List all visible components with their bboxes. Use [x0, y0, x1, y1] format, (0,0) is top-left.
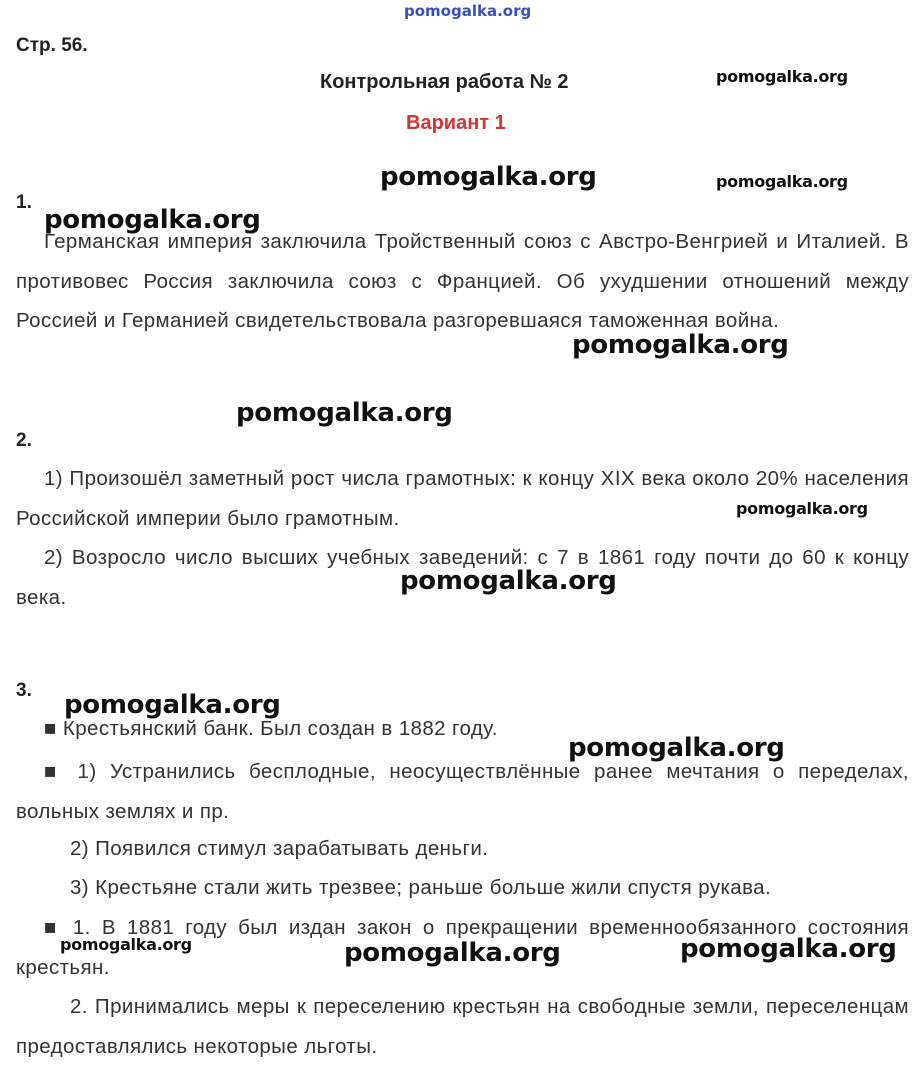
question-3-label: 3. — [16, 680, 32, 701]
watermark: pomogalka.org — [44, 205, 261, 235]
question-1-answer: Германская империя заключила Тройственный союз с Австро-Венгрией и Италией. В противовес Россия заключила союз с Францией. Об ухудшении отношений между Россией и Германией свидетельствовала разгоревшаяся таможенная война. — [16, 230, 909, 332]
watermark: pomogalka.org — [736, 499, 868, 518]
question-3-bullet-3: ■ 1. В 1881 году был издан закон о прекращении временнообязанного состояния крестьян. — [16, 916, 909, 979]
page-title: Контрольная работа № 2 — [320, 71, 569, 93]
question-3-bullet-2: ■ 1) Устранились бесплодные, неосуществлённые ранее мечтания о переделах, вольных землях и пр. — [16, 760, 909, 823]
watermark: pomogalka.org — [380, 162, 597, 192]
question-3-bullet-1: ■ Крестьянский банк. Был создан в 1882 году. — [44, 717, 498, 740]
watermark: pomogalka.org — [64, 690, 281, 720]
watermark: pomogalka.org — [680, 934, 897, 964]
watermark: pomogalka.org — [344, 938, 561, 968]
watermark: pomogalka.org — [572, 330, 789, 360]
watermark: pomogalka.org — [716, 67, 848, 86]
question-2-label: 2. — [16, 430, 32, 451]
question-3-bullet-3-item-2: 2. Принимались меры к переселению крестьян на свободные земли, переселенцам предоставлялись некоторые льготы. — [16, 995, 909, 1058]
page-number: Стр. 56. — [16, 35, 88, 56]
question-2-point-1: 1) Произошёл заметный рост числа грамотных: к концу XIX века около 20% населения Российской империи было грамотным. — [16, 467, 909, 530]
top-watermark: pomogalka.org — [404, 2, 532, 20]
question-1-label: 1. — [16, 192, 32, 213]
question-3-bullet-2-item-3: 3) Крестьяне стали жить трезвее; раньше больше жили спустя рукава. — [70, 876, 772, 899]
question-2-point-2: 2) Возросло число высших учебных заведений: с 7 в 1861 году почти до 60 к концу века. — [16, 546, 909, 609]
question-3-bullet-2-item-2: 2) Появился стимул зарабатывать деньги. — [70, 837, 489, 860]
watermark: pomogalka.org — [400, 566, 617, 596]
watermark: pomogalka.org — [60, 935, 192, 954]
variant-heading: Вариант 1 — [406, 112, 506, 134]
watermark: pomogalka.org — [236, 398, 453, 428]
watermark: pomogalka.org — [716, 172, 848, 191]
watermark: pomogalka.org — [568, 733, 785, 763]
